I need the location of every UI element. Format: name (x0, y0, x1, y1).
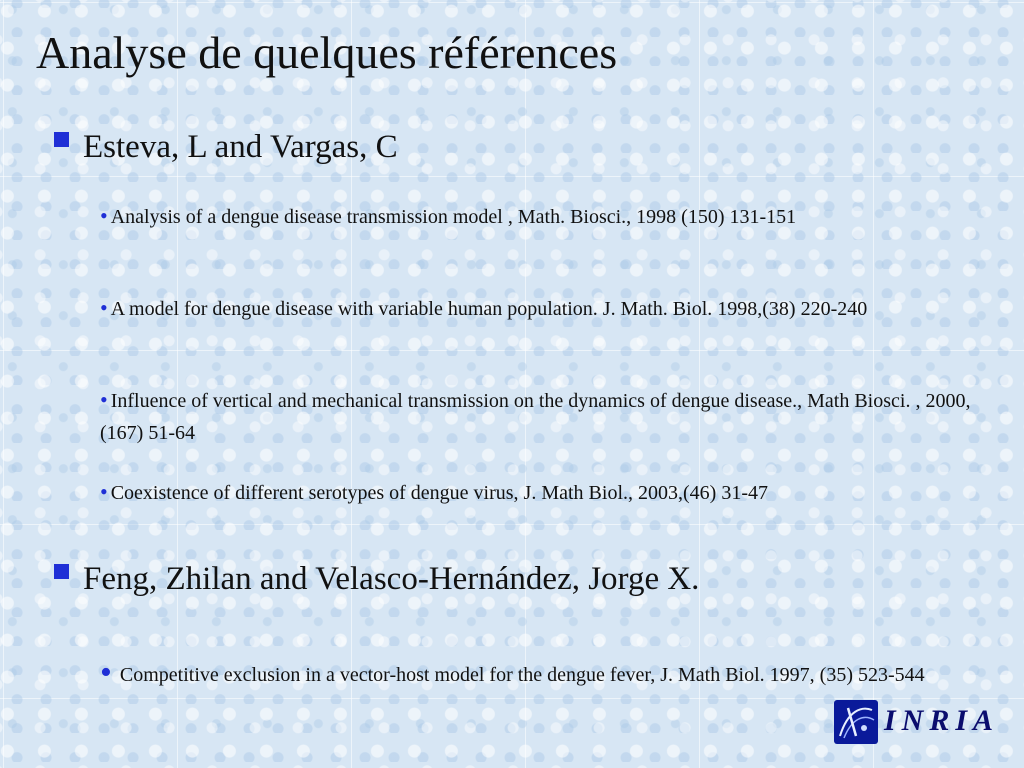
logo-text: INRIA (884, 704, 1000, 737)
reference-item (100, 650, 980, 698)
author-label: Esteva, L and Vargas, C (83, 129, 398, 165)
slide-title: Analyse de quelques références (36, 27, 618, 78)
square-bullet-icon (54, 564, 69, 579)
reference-text: Analysis of a dengue disease transmission model , Math. Biosci., 1998 (150) 131-151 (110, 206, 797, 228)
reference-item (100, 200, 980, 233)
reference-text: Competitive exclusion in a vector-host model for the dengue fever, J. Math Biol. 1997, (35) 523-544 (119, 664, 925, 686)
reference-text: Coexistence of different serotypes of dengue virus, J. Math Biol., 2003,(46) 31-47 (110, 482, 768, 504)
reference-item (100, 476, 980, 509)
section-author-esteva-vargas (54, 128, 398, 168)
reference-item (100, 292, 980, 325)
inria-logo-mark-icon (834, 700, 878, 744)
square-bullet-icon (54, 132, 69, 147)
bullet-icon: • (100, 654, 112, 691)
reference-text: A model for dengue disease with variable human population. J. Math. Biol. 1998,(38) 220-240 (110, 298, 868, 320)
author-label: Feng, Zhilan and Velasco-Hernández, Jorge X. (83, 561, 700, 597)
reference-text: Influence of vertical and mechanical transmission on the dynamics of dengue disease., Math Biosci. , 2000, (167) 51-64 (100, 390, 971, 444)
bullet-icon: • (100, 295, 108, 320)
bullet-icon: • (100, 203, 108, 228)
inria-logo (834, 698, 1010, 746)
reference-item (100, 384, 980, 449)
bullet-icon: • (100, 387, 108, 412)
section-author-feng-velasco (54, 560, 699, 600)
bullet-icon: • (100, 479, 108, 504)
